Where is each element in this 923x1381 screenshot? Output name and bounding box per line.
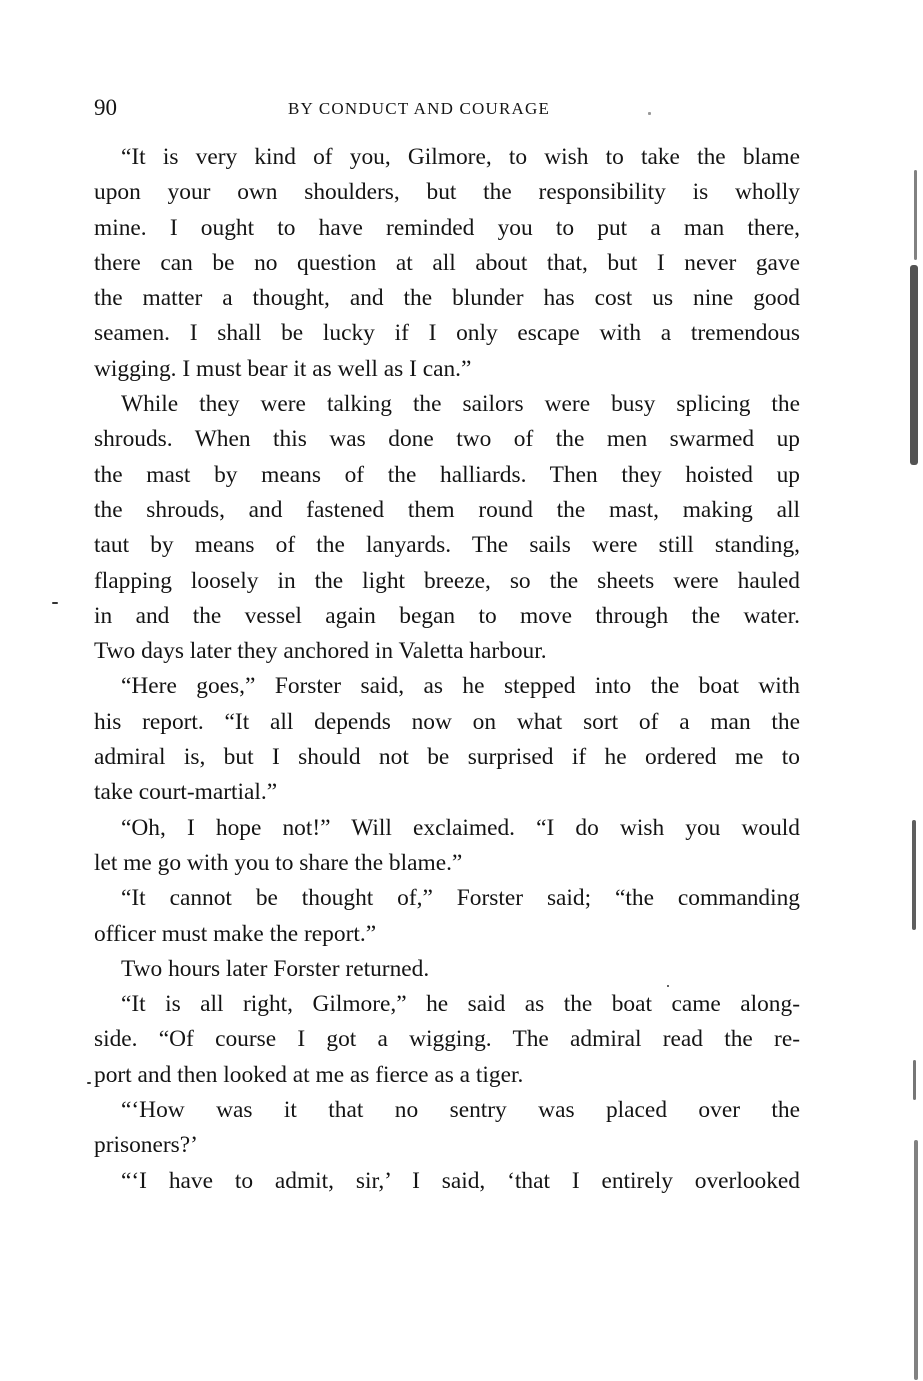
text-line: his report. “It all depends now on what sort of a man the (94, 708, 800, 735)
text-line: “It cannot be thought of,” Forster said; “the commanding (121, 885, 800, 912)
page-number: 90 (94, 95, 117, 120)
text-line: taut by means of the lanyards. The sails were still standing, (94, 532, 800, 559)
text-line: “Oh, I hope not!” Will exclaimed. “I do wish you would (121, 814, 800, 841)
scan-edge-mark (914, 170, 917, 260)
text-line: mine. I ought to have reminded you to put a man there, (94, 214, 800, 241)
text-line: admiral is, but I should not be surprised if he ordered me to (94, 744, 800, 771)
body-text (94, 140, 800, 1199)
text-line: let me go with you to share the blame.” (94, 849, 463, 876)
text-line: take court-martial.” (94, 779, 278, 806)
book-title: BY CONDUCT AND COURAGE (288, 99, 551, 118)
scan-edge-mark (914, 1140, 918, 1380)
text-line: While they were talking the sailors were busy splicing the (121, 391, 800, 418)
text-line: “Here goes,” Forster said, as he stepped into the boat with (121, 673, 800, 700)
running-head (94, 94, 800, 122)
scan-speck (667, 985, 669, 987)
paragraph (94, 881, 800, 952)
scan-speck (52, 602, 58, 604)
paragraph (94, 811, 800, 882)
text-line: Two hours later Forster returned. (121, 955, 430, 982)
paragraph (94, 952, 800, 987)
paragraph (94, 987, 800, 1093)
paragraph (94, 1093, 800, 1164)
text-line: “It is very kind of you, Gilmore, to wish to take the blame (121, 144, 800, 170)
paragraph (94, 140, 800, 387)
text-line: upon your own shoulders, but the responsibility is wholly (94, 179, 800, 206)
text-line: in and the vessel again began to move through the water. (94, 602, 800, 629)
text-line: shrouds. When this was done two of the men swarmed up (94, 426, 800, 453)
scan-edge-mark (912, 820, 916, 930)
text-line: prisoners?’ (94, 1132, 198, 1159)
text-line: there can be no question at all about that, but I never gave (94, 249, 800, 276)
text-line: flapping loosely in the light breeze, so the sheets were hauled (94, 567, 800, 594)
scan-speck (648, 112, 651, 115)
scan-edge-mark (913, 1060, 916, 1100)
paragraph (94, 669, 800, 810)
text-line: the mast by means of the halliards. Then they hoisted up (94, 461, 800, 488)
text-line: wigging. I must bear it as well as I can.” (94, 355, 472, 382)
paragraph (94, 1164, 800, 1199)
text-line: port and then looked at me as fierce as a tiger. (94, 1061, 524, 1088)
paragraph (94, 387, 800, 669)
text-line: the matter a thought, and the blunder has cost us nine good (94, 285, 800, 312)
text-line: “‘I have to admit, sir,’ I said, ‘that I entirely overlooked (121, 1167, 800, 1194)
text-line: “It is all right, Gilmore,” he said as the boat came along- (121, 991, 800, 1018)
text-line: Two days later they anchored in Valetta harbour. (94, 638, 547, 665)
text-line: “‘How was it that no sentry was placed over the (121, 1097, 800, 1124)
text-line: the shrouds, and fastened them round the mast, making all (94, 496, 800, 523)
text-line: officer must make the report.” (94, 920, 377, 947)
text-line: seamen. I shall be lucky if I only escape with a tremendous (94, 320, 800, 347)
scan-speck (87, 1082, 91, 1084)
text-line: side. “Of course I got a wigging. The admiral read the re- (94, 1026, 800, 1053)
scan-edge-mark (910, 265, 918, 465)
